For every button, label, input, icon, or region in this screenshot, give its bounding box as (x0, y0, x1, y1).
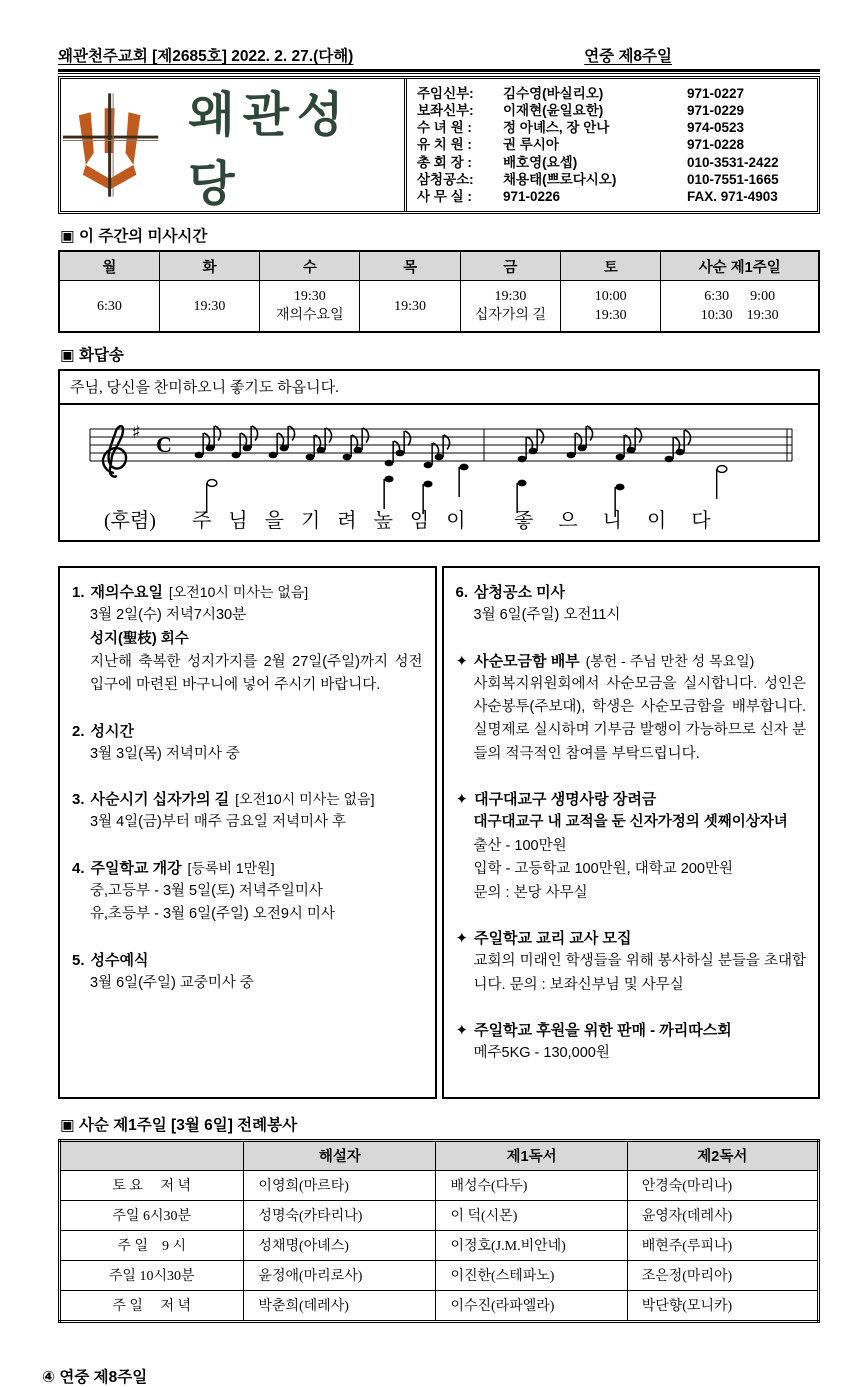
server-name-cell: 안경숙(마리나) (627, 1170, 818, 1200)
server-name-cell: 배현주(루피나) (627, 1230, 818, 1260)
announcement-title: 성시간 (90, 722, 134, 740)
announcement-title-line (474, 1020, 732, 1042)
liturgy-column-header (60, 1140, 244, 1170)
mass-time-cell (159, 281, 259, 333)
contact-row (417, 136, 809, 153)
server-name-cell: 박단향(모니카) (627, 1290, 818, 1321)
mass-time-cell (460, 281, 560, 333)
parish-info-box (58, 76, 820, 214)
announcement-heading (456, 1020, 807, 1042)
mass-time-cell (59, 281, 159, 333)
masthead-rule (58, 69, 820, 74)
responsorial-heading: ▣ 화답송 (60, 347, 124, 364)
announcement-title: 주일학교 후원을 위한 판매 - 까리따스회 (474, 1022, 732, 1040)
announcement-heading (456, 789, 807, 811)
mass-time: 6:30 (96, 298, 122, 314)
announcement-item (456, 1020, 807, 1066)
announcement-marker: ✦ (455, 1022, 469, 1040)
liturgical-week: 연중 제8주일 (584, 48, 672, 65)
treble-clef-icon (103, 426, 126, 477)
mass-time: 19:30 (494, 289, 527, 304)
day-column-header: 금 (460, 251, 560, 281)
announcement-item (72, 858, 423, 927)
announcement-heading (72, 858, 423, 880)
mass-slot-cell: 주일 6시30분 (60, 1200, 244, 1230)
announcements-right-column (442, 566, 821, 1099)
announcement-line: 지난해 축복한 성지가지를 2월 27일(주일)까지 성전입구에 마련된 바구니에 넣어 주시기 바랍니다. (90, 653, 423, 694)
contact-name: 정 아녜스, 장 안나 (503, 120, 610, 136)
announcement-item (456, 651, 807, 767)
contact-label: 주임신부: (417, 86, 474, 101)
announcement-title-line (474, 928, 631, 950)
announcement-title: 대구대교구 생명사랑 장려금 (474, 791, 657, 809)
announcement-suffix: [오전10시 미사는 없음] (231, 791, 375, 808)
sharp-sign: ♯ (132, 422, 141, 443)
contact-label: 수 녀 원 : (417, 120, 472, 136)
announcements (58, 566, 820, 1099)
announcement-line: 메주5KG - 130,000원 (473, 1045, 610, 1062)
server-name-cell: 이수진(라파엘라) (436, 1290, 627, 1321)
refrain-label: (후렴) (104, 510, 156, 532)
announcement-title-line (474, 789, 656, 811)
announcement-marker: 1. (72, 584, 85, 601)
contact-row (417, 102, 809, 119)
announcement-line: 3월 6일(주일) 교중미사 중 (90, 974, 254, 991)
liturgy-header-row (60, 1140, 819, 1170)
mass-time: 10:00 (594, 289, 627, 304)
mass-time: 6:30 9:00 (704, 289, 776, 304)
announcement-line: 대구대교구 내 교적을 둔 신자가정의 셋째이상자녀 (473, 814, 788, 831)
announcement-line: 3월 4일(금)부터 매주 금요일 저녁미사 후 (90, 814, 347, 831)
announcement-title-line (91, 858, 275, 880)
bulletin-title: 왜관천주교회 [제2685호] 2022. 2. 27.(다해) (58, 48, 354, 65)
announcement-marker: 4. (72, 859, 85, 877)
announcement-line: 입학 - 고등학교 100만원, 대학교 200만원 (473, 861, 733, 878)
mass-time: 19:30 (394, 298, 427, 314)
announcement-line: 사회복지위원회에서 사순모금을 실시합니다. 성인은 사순봉투(주보대), 학생은 사순모금함을 배부합니다. 실명제로 실시하며 기부금 발행이 가능하므로 신자 분들의 적극적인 참여를 부탁드립니다. (473, 675, 806, 762)
table-row (60, 1290, 819, 1321)
contact-row (417, 119, 809, 136)
announcement-title-line (474, 651, 754, 673)
server-name-cell: 윤정애(마리로사) (244, 1260, 436, 1290)
announcement-title-line (91, 789, 375, 811)
announcement-title: 주일학교 개강 (90, 859, 182, 877)
contact-phone: 010-7551-1665 (687, 171, 779, 187)
table-row (60, 1230, 819, 1260)
announcement-title-line (474, 582, 565, 604)
contact-row (417, 85, 809, 102)
announcement-title: 사순시기 십자가의 길 (90, 791, 230, 809)
announcement-title-line (91, 582, 309, 604)
mass-time-cell (561, 281, 661, 333)
server-name-cell: 성채명(아녜스) (244, 1230, 436, 1260)
mass-slot-cell: 주일 10시30분 (60, 1260, 244, 1290)
liturgy-column-header: 해설자 (244, 1140, 436, 1170)
lyrics-line-2: 좋 으 니 이 다 (514, 510, 721, 532)
announcement-marker: 3. (72, 791, 85, 809)
mass-time: 19:30 (293, 289, 326, 304)
mass-time-cell (260, 281, 360, 333)
announcement-line: 교회의 미래인 학생들을 위해 봉사하실 분들을 초대합니다. 문의 : 보좌신부님 및 사무실 (473, 953, 806, 993)
liturgy-table (58, 1139, 820, 1323)
announcement-marker: ✦ (455, 930, 469, 948)
mass-time-cell (360, 281, 460, 333)
mass-time-cell (661, 281, 819, 333)
announcement-heading (456, 651, 807, 673)
announcement-line: 3월 3일(목) 저녁미사 중 (90, 745, 240, 762)
music-staff (84, 411, 796, 533)
contact-row (417, 154, 809, 171)
server-name-cell: 조은정(마리아) (627, 1260, 818, 1290)
day-column-header: 수 (260, 251, 360, 281)
page-footer: ④ 연중 제8주일 (42, 1368, 148, 1386)
announcement-heading (72, 721, 423, 743)
contact-label: 유 치 원 : (417, 137, 472, 153)
server-name-cell: 이영희(마르타) (244, 1170, 436, 1200)
contact-label: 보좌신부: (417, 103, 474, 119)
liturgy-column-header: 제2독서 (627, 1140, 818, 1170)
contact-name: 채용태(쁘로다시오) (503, 171, 617, 187)
server-name-cell: 이 덕(시몬) (436, 1200, 627, 1230)
day-column-header: 목 (360, 251, 460, 281)
announcement-title: 주일학교 교리 교사 모집 (474, 930, 632, 948)
mass-slot-cell: 주 일 저 녁 (60, 1290, 244, 1321)
table-row (60, 1170, 819, 1200)
parish-logo-area (61, 79, 404, 211)
liturgy-heading: ▣ 사순 제1주일 [3월 6일] 전례봉사 (60, 1116, 298, 1134)
contact-name: 971-0226 (503, 188, 561, 204)
responsorial-text: 주님, 당신을 찬미하오니 좋기도 하옵니다. (60, 371, 818, 405)
announcement-heading (456, 582, 807, 604)
announcement-line: 3월 6일(주일) 오전11시 (473, 607, 621, 624)
parish-crest-icon (61, 91, 164, 199)
announcement-line: 유,초등부 - 3월 6일(주일) 오전9시 미사 (90, 906, 335, 923)
announcements-left-column (58, 566, 437, 1099)
music-notation (60, 405, 818, 540)
contact-label: 삼청공소: (417, 171, 474, 187)
announcement-item (72, 582, 423, 698)
announcement-title: 사순모금함 배부 (474, 652, 580, 670)
mass-schedule-heading: ▣ 이 주간의 미사시간 (60, 228, 208, 245)
announcement-suffix: [등록비 1만원] (183, 859, 275, 876)
contact-row (417, 188, 809, 205)
announcement-item (456, 928, 807, 997)
mass-time: 19:30 (594, 308, 627, 323)
announcement-marker: 2. (72, 722, 85, 740)
day-column-header: 토 (561, 251, 661, 281)
server-name-cell: 이진한(스테파노) (436, 1260, 627, 1290)
masthead (58, 44, 820, 66)
announcement-heading (72, 950, 423, 972)
contact-name: 배호영(요셉) (503, 154, 578, 170)
announcement-suffix: [오전10시 미사는 없음] (164, 584, 309, 600)
mass-slot-cell: 토 요 저 녁 (60, 1170, 244, 1200)
announcement-line: 3월 2일(수) 저녁7시30분 (90, 607, 247, 624)
mass-time: 19:30 (193, 298, 226, 314)
server-name-cell: 이정호(J.M.비안네) (436, 1230, 627, 1260)
contact-phone: FAX. 971-4903 (687, 188, 778, 204)
contact-phone: 971-0227 (687, 86, 745, 101)
contact-label: 총 회 장 : (417, 154, 472, 170)
announcement-line: 중,고등부 - 3월 5일(토) 저녁주일미사 (90, 882, 323, 899)
contact-phone: 974-0523 (687, 120, 745, 136)
contact-label: 사 무 실 : (417, 188, 472, 204)
announcement-item (72, 789, 423, 835)
announcement-line: 성지(聖枝) 회수 (90, 630, 189, 647)
announcement-marker: 6. (455, 584, 469, 601)
announcement-item (456, 582, 807, 628)
day-column-header: 사순 제1주일 (661, 251, 819, 281)
day-column-header: 월 (59, 251, 159, 281)
mass-schedule-table (58, 250, 820, 333)
announcement-title: 성수예식 (90, 951, 149, 969)
announcement-title-line (91, 950, 149, 972)
mass-time: 십자가의 길 (474, 308, 546, 323)
liturgy-column-header: 제1독서 (436, 1140, 627, 1170)
announcement-heading (72, 582, 423, 604)
server-name-cell: 배성수(다두) (436, 1170, 627, 1200)
announcement-title-line (91, 721, 134, 743)
announcement-line: 문의 : 본당 사무실 (473, 884, 588, 901)
server-name-cell: 윤영자(데레사) (627, 1200, 818, 1230)
mass-time: 10:30 19:30 (700, 308, 779, 323)
contact-phone: 971-0228 (687, 137, 745, 153)
bulletin-page (42, 44, 820, 1387)
server-name-cell: 성명숙(카타리나) (244, 1200, 436, 1230)
mass-slot-cell: 주 일 9 시 (60, 1230, 244, 1260)
announcement-item (72, 950, 423, 996)
announcement-title: 삼청공소 미사 (474, 584, 566, 601)
announcement-marker: 5. (72, 951, 85, 969)
contact-phone: 971-0229 (687, 103, 745, 119)
contact-phone: 010-3531-2422 (687, 154, 779, 170)
announcement-line: 출산 - 100만원 (473, 837, 567, 854)
announcement-marker: ✦ (455, 652, 469, 670)
mass-time: 재의수요일 (275, 308, 344, 323)
table-row (60, 1260, 819, 1290)
day-column-header: 화 (159, 251, 259, 281)
announcement-title: 재의수요일 (90, 584, 163, 601)
contact-list (404, 79, 817, 211)
liturgy-body (60, 1170, 819, 1321)
announcement-item (72, 721, 423, 767)
lyrics-line-1: 주 님 을 기 려 높 임 이 (192, 510, 472, 532)
announcement-heading (72, 789, 423, 811)
announcement-heading (456, 928, 807, 950)
contact-name: 김수영(바실리오) (503, 86, 604, 101)
responsorial-box (58, 369, 820, 542)
announcement-item (456, 789, 807, 905)
table-row (60, 1200, 819, 1230)
mass-schedule-body-row (59, 281, 819, 333)
time-signature: C (156, 432, 172, 457)
contact-row (417, 171, 809, 188)
parish-name: 왜관성당 (188, 89, 352, 211)
contact-name: 권 루시아 (503, 137, 559, 153)
announcement-marker: ✦ (455, 791, 469, 809)
contact-name: 이재현(윤일요한) (503, 103, 604, 119)
announcement-suffix: (봉헌 - 주님 만찬 성 목요일) (581, 652, 755, 669)
mass-schedule-header-row (59, 251, 819, 281)
server-name-cell: 박춘희(데레사) (244, 1290, 436, 1321)
